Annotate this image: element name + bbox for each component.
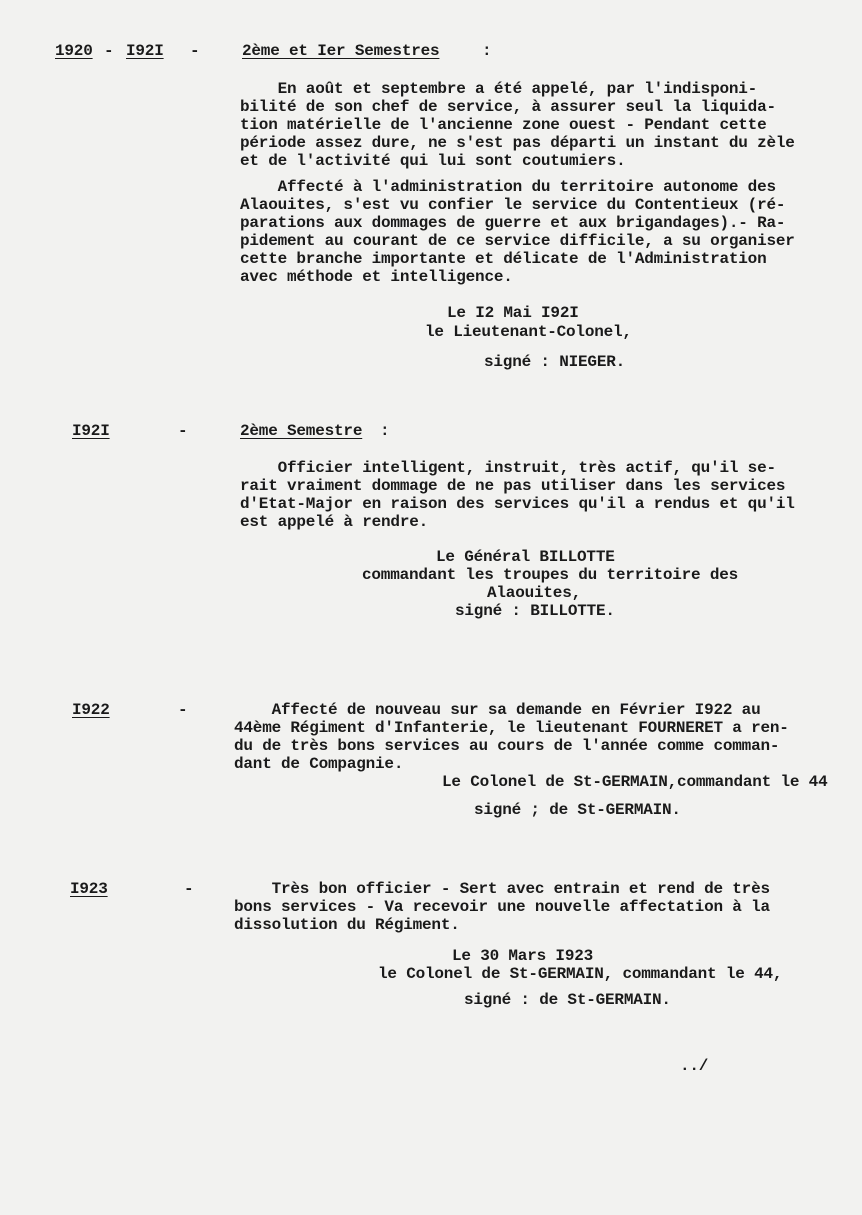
entry-4-line: Très bon officier - Sert avec entrain et rend de très: [234, 880, 770, 898]
entry-1-line: et de l'activité qui lui sont coutumiers.: [240, 152, 626, 170]
entry-1-year-start: 1920: [55, 42, 93, 60]
entry-1-line: parations aux dommages de guerre et aux brigandages).- Ra-: [240, 214, 786, 232]
entry-3-line: Affecté de nouveau sur sa demande en Février I922 au: [234, 701, 761, 719]
entry-4-year: I923: [70, 880, 108, 898]
entry-3-signature-signed: signé ; de St-GERMAIN.: [474, 801, 681, 819]
entry-1-signature-rank: le Lieutenant-Colonel,: [425, 323, 632, 341]
entry-1-line: avec méthode et intelligence.: [240, 268, 513, 286]
entry-2-year: I92I: [72, 422, 110, 440]
entry-2-colon: :: [380, 422, 390, 440]
entry-1-line: Affecté à l'administration du territoire autonome des: [240, 178, 776, 196]
entry-1-signature-signed: signé : NIEGER.: [484, 353, 626, 371]
entry-4-signature-signed: signé : de St-GERMAIN.: [464, 991, 671, 1009]
entry-2-line: Officier intelligent, instruit, très actif, qu'il se-: [240, 459, 776, 477]
entry-1-line: pidement au courant de ce service difficile, a su organiser: [240, 232, 795, 250]
entry-1-colon: :: [482, 42, 492, 60]
entry-1-line: cette branche importante et délicate de l'Administration: [240, 250, 767, 268]
entry-4-line: bons services - Va recevoir une nouvelle affectation à la: [234, 898, 770, 916]
entry-1-line: période assez dure, ne s'est pas départi un instant du zèle: [240, 134, 795, 152]
entry-1-year-end: I92I: [126, 42, 164, 60]
entry-1-dash: -: [190, 42, 200, 60]
entry-1-semester: 2ème et Ier Semestres: [242, 42, 440, 60]
entry-2-signature-place: Alaouites,: [487, 584, 582, 602]
entry-3-line: 44ème Régiment d'Infanterie, le lieutenant FOURNERET a ren-: [234, 719, 789, 737]
entry-2-signature-title: commandant les troupes du territoire des: [362, 566, 739, 584]
continuation-mark: ../: [680, 1057, 709, 1075]
entry-4-line: dissolution du Régiment.: [234, 916, 460, 934]
entry-4-signature-title: le Colonel de St-GERMAIN, commandant le 44,: [378, 965, 783, 983]
entry-3-signature-title: Le Colonel de St-GERMAIN,commandant le 44: [442, 773, 828, 791]
entry-3-line: dant de Compagnie.: [234, 755, 404, 773]
entry-2-signature-signed: signé : BILLOTTE.: [455, 602, 615, 620]
entry-1-line: bilité de son chef de service, à assurer seul la liquida-: [240, 98, 776, 116]
entry-1-line: tion matérielle de l'ancienne zone ouest - Pendant cette: [240, 116, 767, 134]
entry-1-line: En août et septembre a été appelé, par l'indisponi-: [240, 80, 758, 98]
entry-2-line: rait vraiment dommage de ne pas utiliser dans les services: [240, 477, 786, 495]
entry-1-year-separator: -: [104, 42, 114, 60]
entry-2-line: d'Etat-Major en raison des services qu'il a rendus et qu'il: [240, 495, 795, 513]
entry-4-dash: -: [184, 880, 194, 898]
entry-2-line: est appelé à rendre.: [240, 513, 429, 531]
entry-2-semester: 2ème Semestre: [240, 422, 363, 440]
entry-3-dash: -: [178, 701, 188, 719]
entry-1-line: Alaouites, s'est vu confier le service du Contentieux (ré-: [240, 196, 786, 214]
entry-3-line: du de très bons services au cours de l'année comme comman-: [234, 737, 780, 755]
entry-4-signature-date: Le 30 Mars I923: [452, 947, 594, 965]
entry-3-year: I922: [72, 701, 110, 719]
entry-2-dash: -: [178, 422, 188, 440]
entry-2-signature-name: Le Général BILLOTTE: [436, 548, 615, 566]
entry-1-signature-date: Le I2 Mai I92I: [447, 304, 579, 322]
